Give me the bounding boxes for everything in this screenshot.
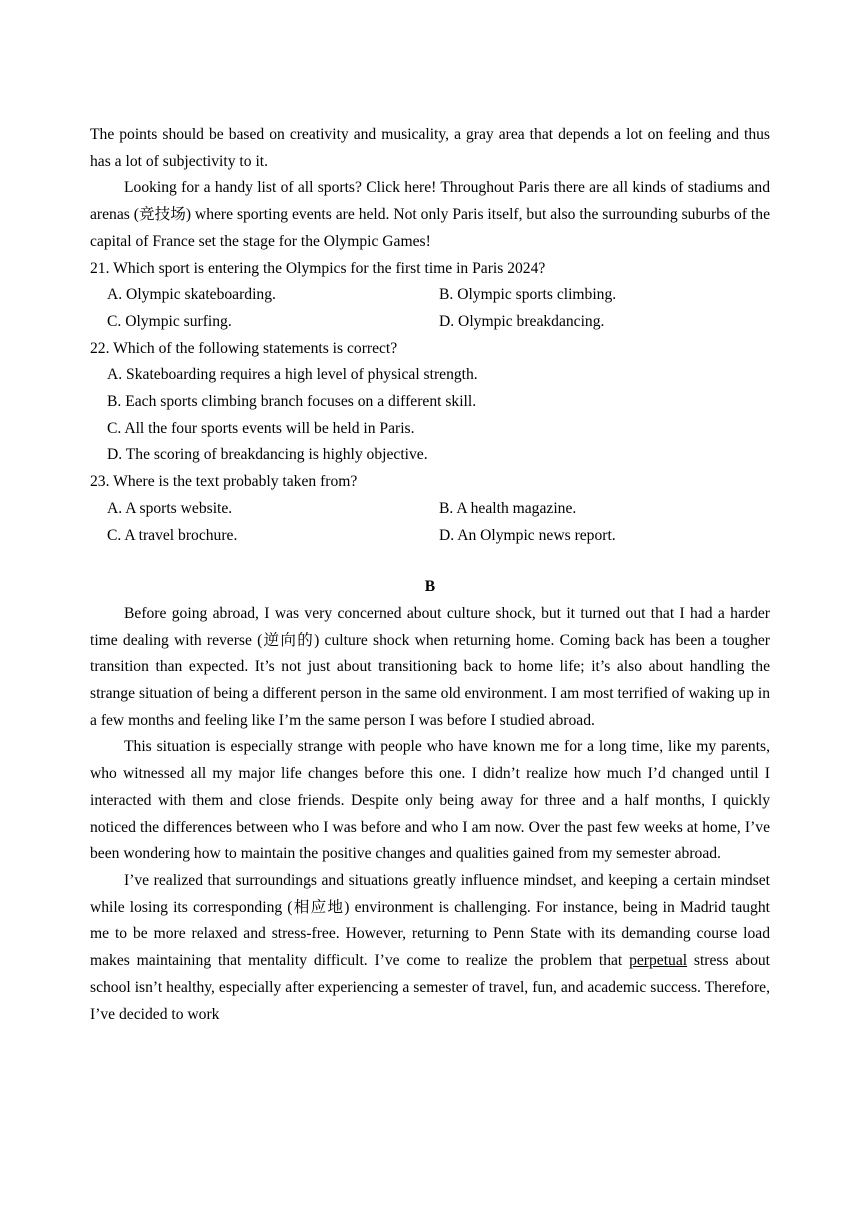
question-options	[90, 362, 770, 469]
question-options	[90, 282, 770, 335]
question-stem: 23. Where is the text probably taken from?	[90, 473, 358, 491]
option-b: B. A health magazine.	[439, 499, 577, 517]
paragraph-text: I’ve realized that surroundings and situations greatly influence mindset, and keeping a certain mindset while losing its corresponding (相应地) environment is challenging. For instance, being in Madrid taught me to be more relaxed and stress-free. However, returning to Penn State with its demanding course load makes maintaining that mentality difficult. I’ve come to realize the problem that	[90, 871, 770, 970]
passage-a-paragraph-2: Looking for a handy list of all sports? Click here! Throughout Paris there are all kinds of stadiums and arenas (竞技场) where sporting events are held. Not only Paris itself, but also the surrounding suburbs of the capital of France set the stage for the Olympic Games!	[90, 179, 770, 250]
underlined-word: perpetual	[629, 952, 688, 970]
option-a: A. Olympic skateboarding.	[107, 286, 276, 304]
paragraph-text: stress about school isn’t healthy, especially after experiencing a semester of travel, fun, and academic success. Therefore, I’ve decided to work	[90, 952, 771, 1023]
section-b-heading: B	[424, 578, 436, 596]
option-b: B. Olympic sports climbing.	[439, 286, 617, 304]
option-c: C. Olympic surfing.	[107, 312, 232, 330]
option-a: A. Skateboarding requires a high level of physical strength.	[107, 366, 478, 384]
question-options	[90, 496, 770, 549]
option-d: D. Olympic breakdancing.	[439, 312, 605, 330]
passage-b-paragraph-3	[90, 868, 770, 1028]
question-23	[90, 469, 770, 549]
passage-b-paragraph-2: This situation is especially strange with people who have known me for a long time, like my parents, who witnessed all my major life changes before this one. I didn’t realize how much I’d changed until I interacted with them and close friends. Despite only being away for three and a half months, I quickly noticed the differences between who I was before and who I am now. Over the past few weeks at home, I’ve been wondering how to maintain the positive changes and qualities gained from my semester abroad.	[90, 738, 770, 863]
question-stem: 22. Which of the following statements is correct?	[90, 339, 398, 357]
passage-b-paragraph-1: Before going abroad, I was very concerned about culture shock, but it turned out that I had a harder time dealing with reverse (逆向的) culture shock when returning home. Coming back has been a tougher transition than expected. It’s not just about transitioning back to home life; it’s also about handling the strange situation of being a different person in the same old environment. I am most terrified of waking up in a few months and feeling like I’m the same person I was before I studied abroad.	[90, 604, 770, 729]
document-page	[90, 122, 770, 1028]
question-stem: 21. Which sport is entering the Olympics for the first time in Paris 2024?	[90, 259, 546, 277]
question-22	[90, 336, 770, 470]
option-d: D. The scoring of breakdancing is highly objective.	[107, 446, 428, 464]
option-b: B. Each sports climbing branch focuses on a different skill.	[107, 393, 477, 411]
question-21	[90, 256, 770, 336]
option-d: D. An Olympic news report.	[439, 526, 616, 544]
passage-a-paragraph-1: The points should be based on creativity and musicality, a gray area that depends a lot on feeling and thus has a lot of subjectivity to it.	[90, 126, 770, 170]
option-c: C. All the four sports events will be held in Paris.	[107, 419, 415, 437]
option-c: C. A travel brochure.	[107, 526, 238, 544]
option-a: A. A sports website.	[107, 499, 233, 517]
